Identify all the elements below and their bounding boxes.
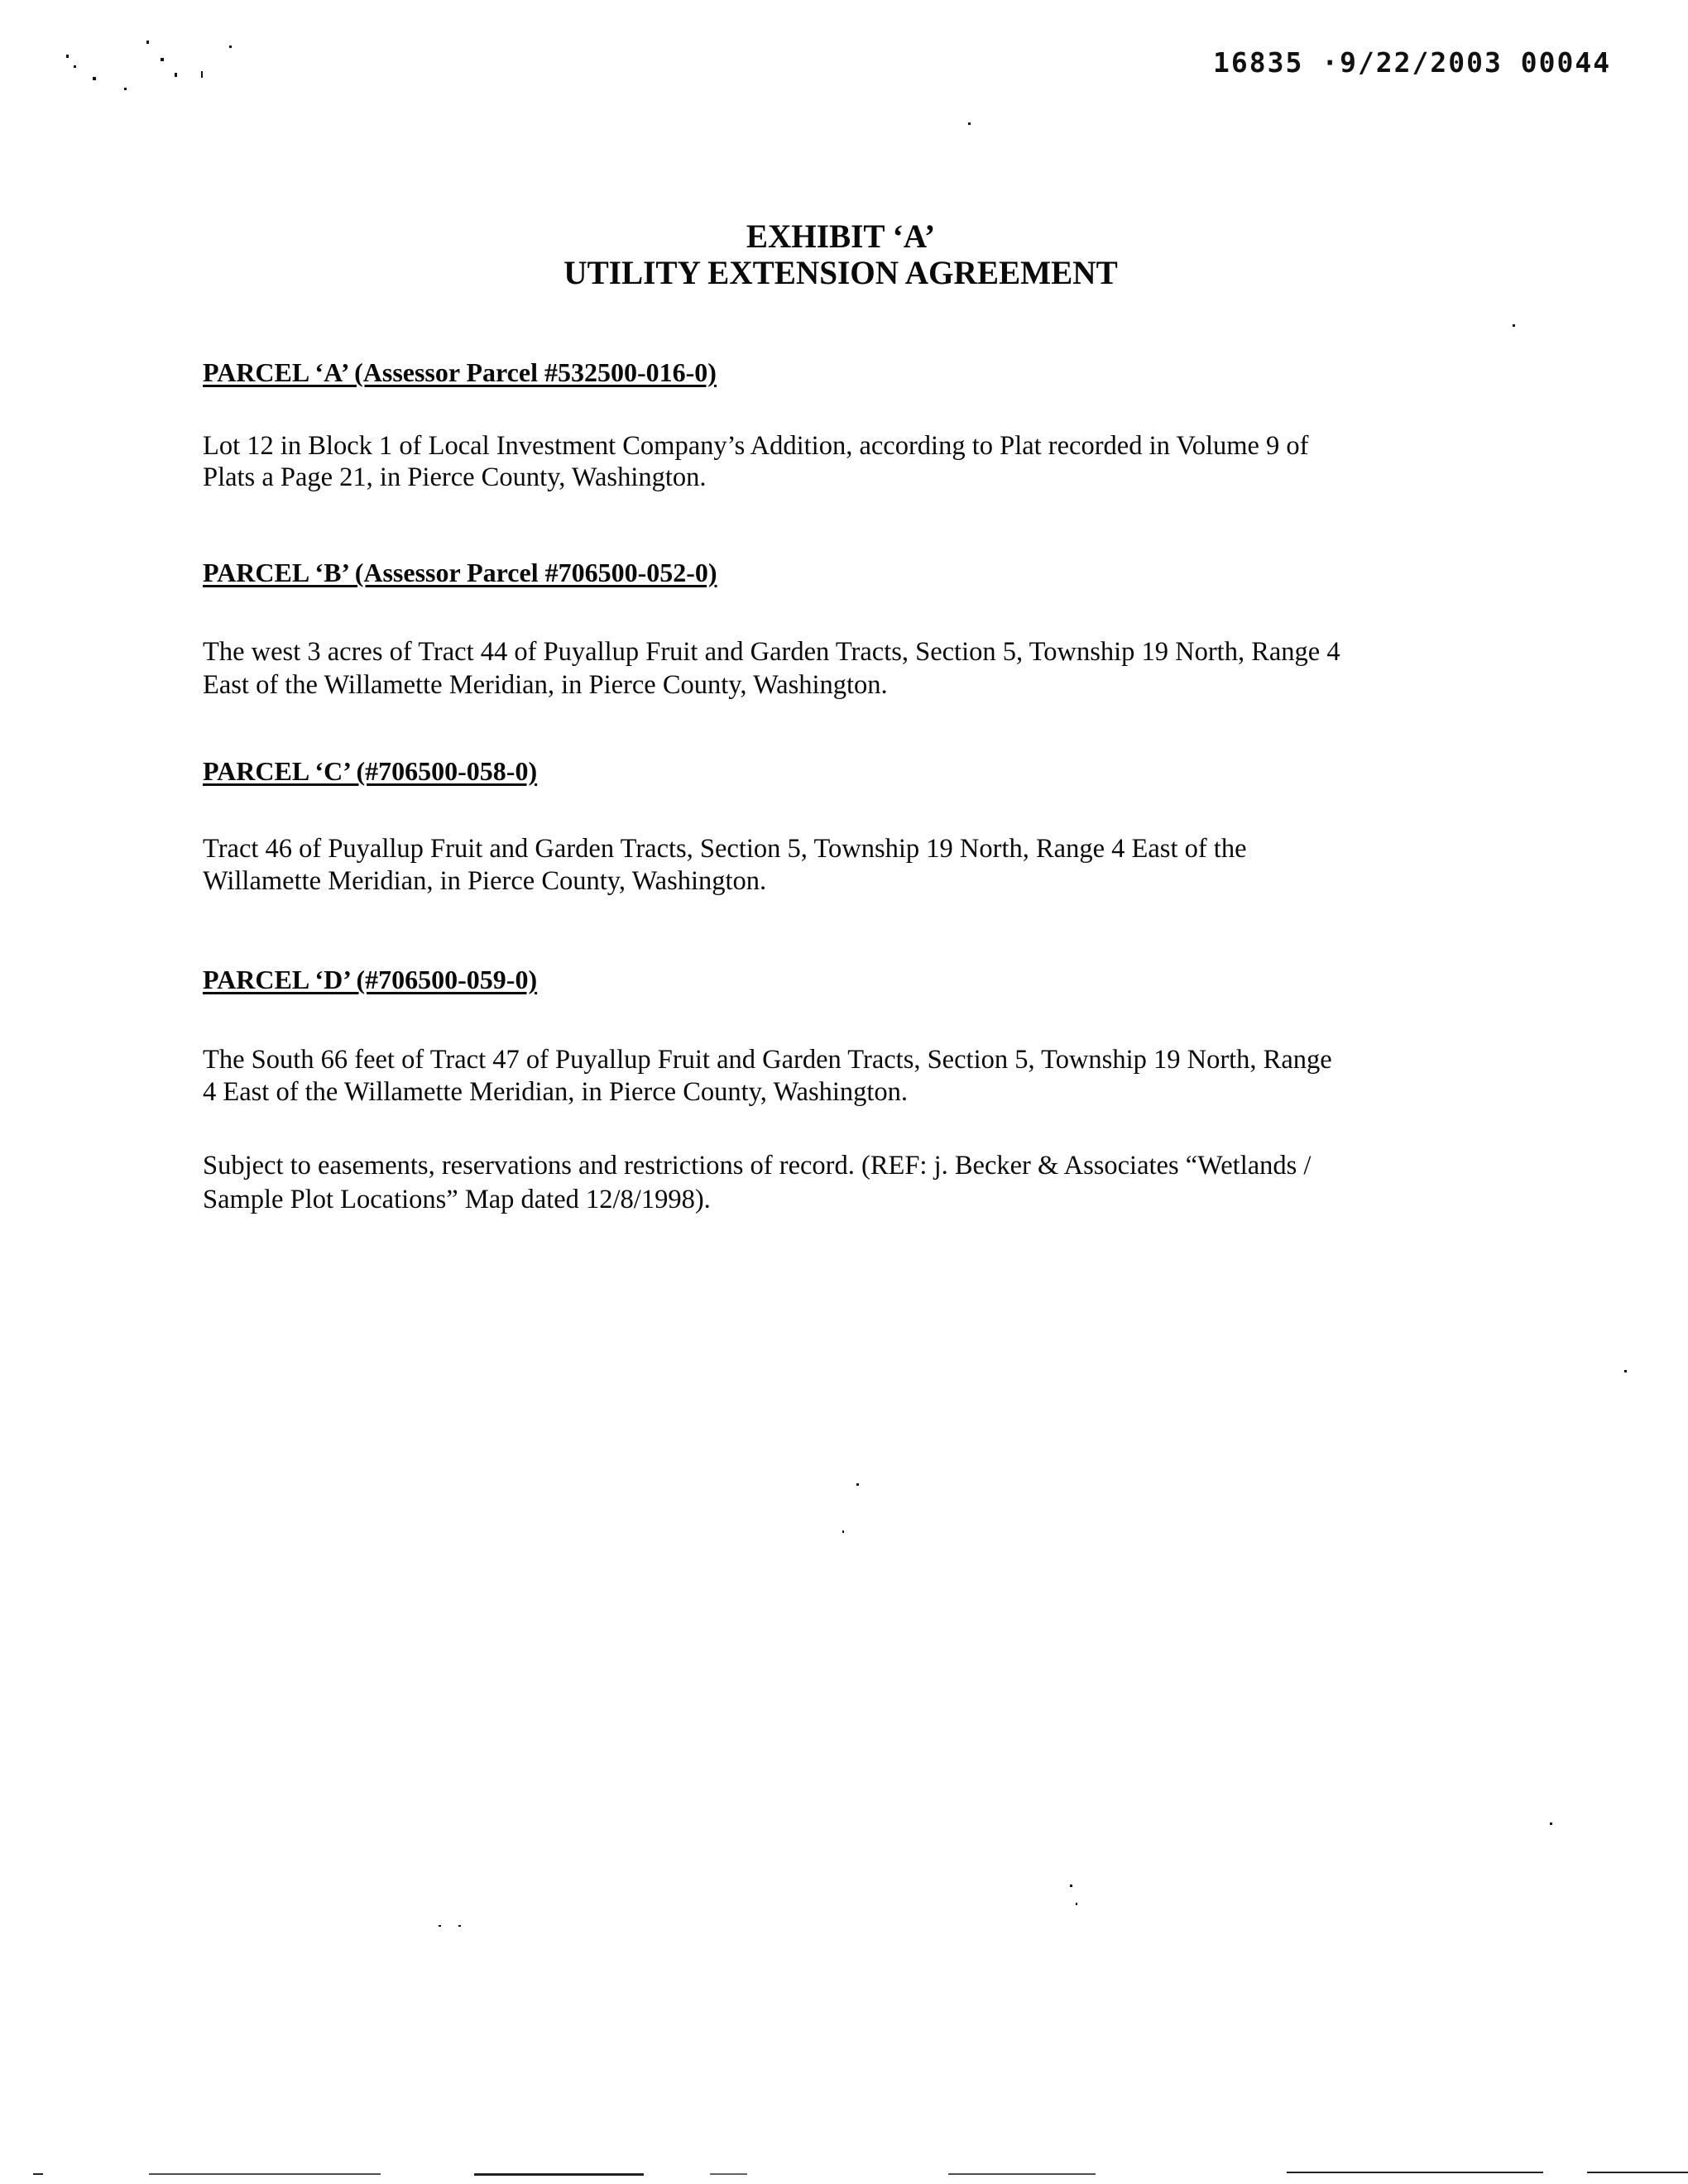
scan-edge-line bbox=[474, 2173, 644, 2176]
scan-edge-line bbox=[948, 2173, 1096, 2175]
parcel-d-description-line-1: The South 66 feet of Tract 47 of Puyallup Fruit and Garden Tracts, Section 5, Township 19 North, Range bbox=[203, 1045, 1332, 1075]
scan-speck bbox=[66, 55, 69, 58]
scan-edge-line bbox=[33, 2173, 43, 2175]
parcel-b-description-line-1: The west 3 acres of Tract 44 of Puyallup Fruit and Garden Tracts, Section 5, Township 19 North, Range 4 bbox=[203, 637, 1340, 667]
scan-speck bbox=[229, 46, 232, 48]
parcel-b-heading: PARCEL ‘B’ (Assessor Parcel #706500-052-0) bbox=[203, 558, 717, 587]
parcel-d-description-line-2: 4 East of the Willamette Meridian, in Pierce County, Washington. bbox=[203, 1077, 909, 1107]
parcel-c-heading: PARCEL ‘C’ (#706500-058-0) bbox=[203, 756, 538, 786]
scan-speck bbox=[458, 1925, 461, 1927]
exhibit-title: EXHIBIT ‘A’ bbox=[746, 218, 936, 255]
scan-speck bbox=[1076, 1903, 1077, 1905]
parcel-a-heading: PARCEL ‘A’ (Assessor Parcel #532500-016-0) bbox=[203, 357, 717, 387]
parcel-d-heading: PARCEL ‘D’ (#706500-059-0) bbox=[203, 965, 538, 994]
scan-speck bbox=[74, 65, 76, 68]
scan-speck bbox=[856, 1483, 859, 1486]
scan-edge-line bbox=[710, 2173, 747, 2175]
parcel-c-description-line-2: Willamette Meridian, in Pierce County, Washington. bbox=[203, 866, 767, 896]
scan-speck bbox=[1624, 1370, 1627, 1372]
agreement-title: UTILITY EXTENSION AGREEMENT bbox=[563, 254, 1118, 291]
scan-speck bbox=[93, 77, 96, 80]
scan-speck bbox=[175, 73, 177, 77]
scan-speck bbox=[1513, 324, 1515, 327]
scan-edge-line bbox=[149, 2173, 381, 2175]
scan-edge-line bbox=[1587, 2172, 1688, 2173]
scan-speck bbox=[968, 122, 971, 125]
easement-note-line-2: Sample Plot Locations” Map dated 12/8/1998). bbox=[203, 1185, 711, 1214]
scan-speck bbox=[1550, 1822, 1552, 1825]
fax-header-stamp: 16835 ·9/22/2003 00044 bbox=[1213, 46, 1612, 79]
parcel-a-description-line-2: Plats a Page 21, in Pierce County, Washington. bbox=[203, 462, 707, 492]
scan-speck bbox=[146, 41, 149, 44]
easement-note-line-1: Subject to easements, reservations and restrictions of record. (REF: j. Becker & Associates “Wetlands / bbox=[203, 1151, 1312, 1181]
parcel-c-description-line-1: Tract 46 of Puyallup Fruit and Garden Tracts, Section 5, Township 19 North, Range 4 East of the bbox=[203, 834, 1247, 864]
scan-speck bbox=[124, 88, 127, 90]
scan-speck bbox=[1070, 1885, 1072, 1887]
scan-speck bbox=[201, 71, 203, 78]
scan-edge-line bbox=[1287, 2172, 1543, 2173]
scan-speck bbox=[161, 58, 164, 61]
parcel-b-description-line-2: East of the Willamette Meridian, in Pierce County, Washington. bbox=[203, 670, 888, 700]
parcel-a-description-line-1: Lot 12 in Block 1 of Local Investment Company’s Addition, according to Plat recorded in Volume 9 of bbox=[203, 431, 1309, 461]
scan-speck bbox=[842, 1530, 844, 1533]
scan-speck bbox=[439, 1925, 441, 1927]
